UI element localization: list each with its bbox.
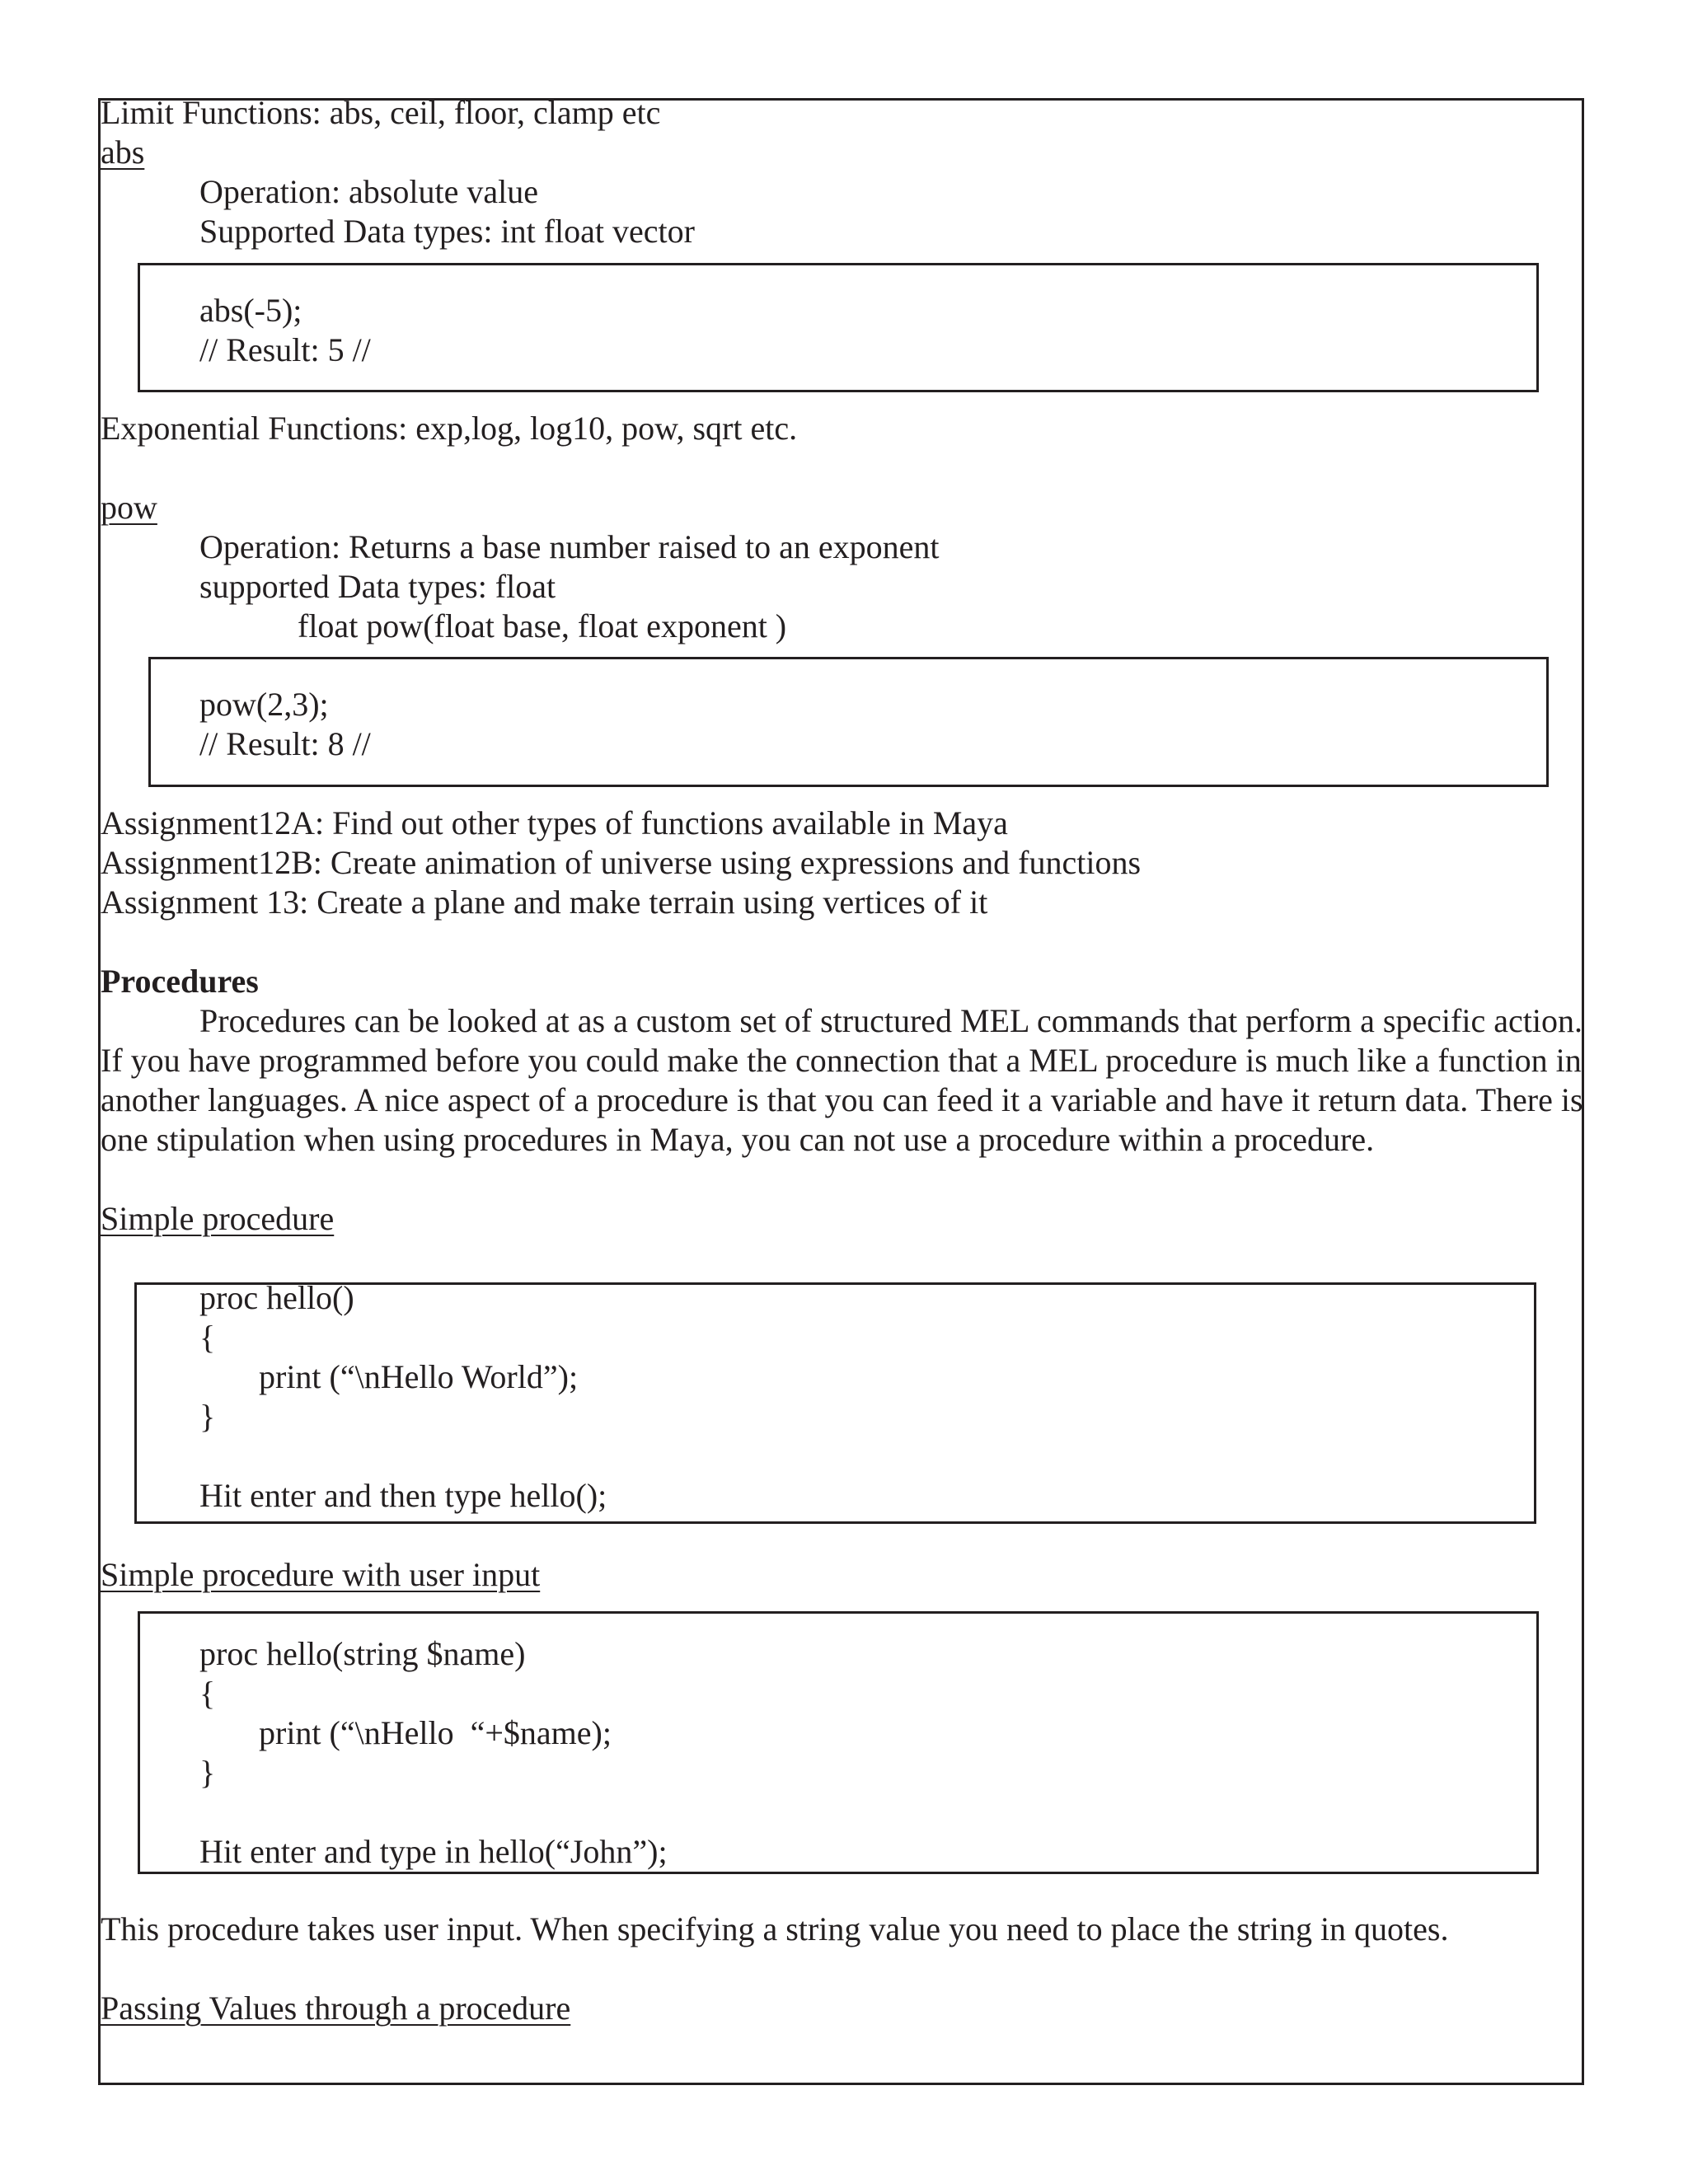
simple-code-line-3: print (“\nHello World”); [259, 1358, 579, 1395]
abs-code-box [138, 263, 1539, 392]
abs-result-line: // Result: 5 // [199, 331, 371, 368]
user-input-explanation: This procedure takes user input. When specifying a string value you need to place the string in quotes. [101, 1910, 1449, 1947]
pow-operation: Operation: Returns a base number raised to an exponent [199, 528, 940, 565]
limit-functions-heading: Limit Functions: abs, ceil, floor, clamp etc [101, 94, 661, 131]
abs-operation: Operation: absolute value [199, 173, 538, 210]
assignment-12b: Assignment12B: Create animation of universe using expressions and functions [101, 844, 1142, 881]
assignment-13: Assignment 13: Create a plane and make terrain using vertices of it [101, 883, 988, 921]
assignment-12a: Assignment12A: Find out other types of functions available in Maya [101, 804, 1008, 841]
procedures-paragraph-line-1: Procedures can be looked at as a custom set of structured MEL commands that perform a specific action. [199, 1002, 1582, 1039]
pow-signature: float pow(float base, float exponent ) [298, 607, 787, 644]
pow-code-line: pow(2,3); [199, 686, 329, 723]
simple-input-code-line-2: { [199, 1675, 216, 1712]
pow-code-box [148, 657, 1549, 787]
simple-procedure-note: Hit enter and then type hello(); [199, 1477, 607, 1514]
simple-input-code-line-1: proc hello(string $name) [199, 1635, 526, 1672]
simple-procedure-title: Simple procedure [101, 1200, 335, 1237]
pow-data-types: supported Data types: float [199, 568, 556, 605]
exponential-functions-heading: Exponential Functions: exp,log, log10, pow, sqrt etc. [101, 410, 798, 447]
abs-code-line: abs(-5); [199, 292, 302, 329]
simple-input-note: Hit enter and type in hello(“John”); [199, 1833, 668, 1870]
simple-input-code-line-3: print (“\nHello “+$name); [259, 1714, 612, 1751]
pow-title: pow [101, 489, 157, 526]
simple-input-code-line-4: } [199, 1754, 216, 1791]
abs-data-types: Supported Data types: int float vector [199, 213, 695, 250]
pow-result-line: // Result: 8 // [199, 725, 371, 762]
passing-values-title: Passing Values through a procedure [101, 1990, 571, 2027]
simple-code-line-1: proc hello() [199, 1279, 354, 1316]
procedures-paragraph-line-4: one stipulation when using procedures in Maya, you can not use a procedure within a procedure. [101, 1121, 1375, 1158]
simple-input-procedure-title: Simple procedure with user input [101, 1556, 541, 1593]
simple-code-line-4: } [199, 1398, 216, 1435]
procedures-heading: Procedures [101, 963, 259, 1000]
procedures-paragraph-line-3: another languages. A nice aspect of a procedure is that you can feed it a variable and have it return data. There is [101, 1081, 1583, 1118]
simple-code-line-2: { [199, 1319, 216, 1356]
procedures-paragraph-line-2: If you have programmed before you could make the connection that a MEL procedure is much like a function in [101, 1042, 1582, 1079]
abs-title: abs [101, 134, 145, 171]
